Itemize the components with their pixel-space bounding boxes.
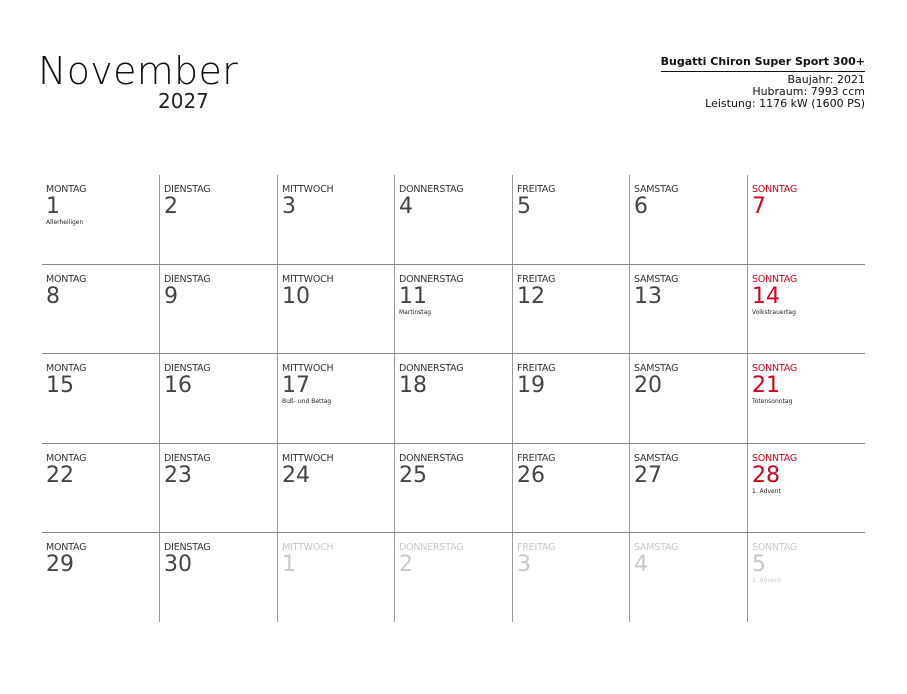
day-cell [747,265,865,354]
holiday-note: Martinstag [399,309,432,316]
weekday-label: MONTAG [46,453,87,464]
weekday-label: DIENSTAG [164,363,211,374]
day-cell [512,354,630,443]
weekday-label: DONNERSTAG [399,363,464,374]
day-cell [747,533,865,622]
day-number: 25 [399,463,427,488]
week-row [42,532,865,622]
weekday-label: SONNTAG [752,542,798,553]
weekday-label: FREITAG [517,363,556,374]
day-number: 3 [517,552,531,577]
weekday-label: SONNTAG [752,184,798,195]
car-info-line: Leistung: 1176 kW (1600 PS) [705,97,865,110]
weekday-label: SAMSTAG [634,274,679,285]
holiday-note: Allerheiligen [46,219,84,226]
weekday-label: SAMSTAG [634,363,679,374]
day-cell [629,444,747,533]
car-info-line: Hubraum: 7993 ccm [752,85,865,98]
holiday-note: Buß- und Bettag [282,398,332,405]
day-number: 29 [46,552,74,577]
weekday-label: SONNTAG [752,453,798,464]
weekday-label: SAMSTAG [634,184,679,195]
day-cell [277,175,395,264]
day-cell [512,533,630,622]
weekday-label: DONNERSTAG [399,184,464,195]
weekday-label: FREITAG [517,184,556,195]
weekday-label: DONNERSTAG [399,274,464,285]
year-label: 2027 [158,89,209,113]
day-number: 19 [517,373,545,398]
weekday-label: MITTWOCH [282,363,334,374]
day-cell [629,175,747,264]
week-row [42,353,865,443]
day-cell [747,444,865,533]
weekday-label: DIENSTAG [164,453,211,464]
day-number: 18 [399,373,427,398]
weekday-label: MONTAG [46,542,87,553]
day-number: 21 [752,373,780,398]
weekday-label: FREITAG [517,453,556,464]
day-cell [159,533,277,622]
day-cell [277,533,395,622]
weekday-label: MITTWOCH [282,453,334,464]
day-number: 8 [46,284,60,309]
weekday-label: SAMSTAG [634,453,679,464]
day-number: 16 [164,373,192,398]
day-cell [159,354,277,443]
weekday-label: SAMSTAG [634,542,679,553]
day-cell [42,444,160,533]
day-cell [629,354,747,443]
weekday-label: MITTWOCH [282,274,334,285]
day-number: 1 [46,194,60,219]
holiday-note: Totensonntag [752,398,793,405]
day-number: 13 [634,284,662,309]
car-info-line: Baujahr: 2021 [787,73,865,86]
day-cell [747,354,865,443]
day-number: 3 [282,194,296,219]
day-number: 26 [517,463,545,488]
day-cell [629,265,747,354]
day-cell [394,175,512,264]
day-cell [277,265,395,354]
day-number: 23 [164,463,192,488]
day-cell [42,533,160,622]
weekday-label: FREITAG [517,274,556,285]
day-number: 24 [282,463,310,488]
day-cell [42,175,160,264]
day-cell [394,265,512,354]
day-number: 14 [752,284,780,309]
day-number: 30 [164,552,192,577]
day-number: 22 [46,463,74,488]
weekday-label: DIENSTAG [164,542,211,553]
day-number: 9 [164,284,178,309]
day-number: 1 [282,552,296,577]
weekday-label: MITTWOCH [282,542,334,553]
day-cell [159,175,277,264]
day-number: 12 [517,284,545,309]
day-number: 7 [752,194,766,219]
day-number: 17 [282,373,310,398]
holiday-note: 2. Advent [752,577,781,584]
weekday-label: FREITAG [517,542,556,553]
day-number: 27 [634,463,662,488]
weekday-label: SONNTAG [752,274,798,285]
day-number: 20 [634,373,662,398]
car-title: Bugatti Chiron Super Sport 300+ [661,56,865,72]
day-number: 28 [752,463,780,488]
day-number: 4 [634,552,648,577]
day-number: 4 [399,194,413,219]
week-row [42,264,865,354]
day-cell [394,444,512,533]
month-title: November [38,49,239,93]
weekday-label: DIENSTAG [164,184,211,195]
car-info [661,56,865,110]
day-cell [747,175,865,264]
day-cell [512,444,630,533]
day-cell [512,265,630,354]
day-cell [394,354,512,443]
day-number: 10 [282,284,310,309]
day-cell [42,265,160,354]
weekday-label: DONNERSTAG [399,453,464,464]
day-cell [629,533,747,622]
holiday-note: Volkstrauertag [752,309,796,316]
weekday-label: MITTWOCH [282,184,334,195]
day-cell [42,354,160,443]
day-number: 5 [752,552,766,577]
day-number: 11 [399,284,427,309]
day-number: 2 [164,194,178,219]
day-cell [159,444,277,533]
day-number: 15 [46,373,74,398]
day-cell [159,265,277,354]
day-number: 5 [517,194,531,219]
weekday-label: DONNERSTAG [399,542,464,553]
day-number: 6 [634,194,648,219]
day-cell [512,175,630,264]
weekday-label: SONNTAG [752,363,798,374]
day-cell [277,444,395,533]
day-cell [277,354,395,443]
holiday-note: 1. Advent [752,488,781,495]
weekday-label: MONTAG [46,363,87,374]
day-number: 2 [399,552,413,577]
weekday-label: MONTAG [46,184,87,195]
week-row [42,443,865,533]
day-cell [394,533,512,622]
weekday-label: DIENSTAG [164,274,211,285]
calendar-grid [42,175,865,622]
weekday-label: MONTAG [46,274,87,285]
week-row [42,175,865,264]
